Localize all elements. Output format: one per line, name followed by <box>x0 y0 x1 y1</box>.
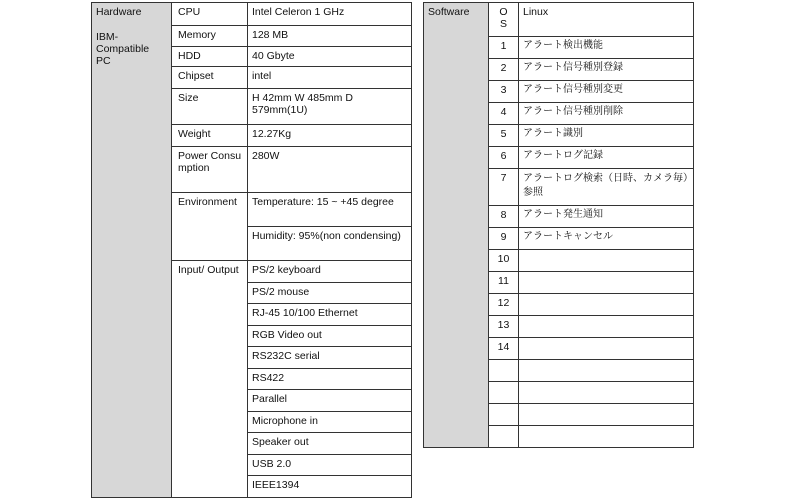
function-name: アラートログ検索（日時、カメラ毎）参照 <box>519 169 694 206</box>
power-value: 280W <box>248 147 412 193</box>
function-name <box>519 426 694 448</box>
io-item: RS232C serial <box>248 347 412 369</box>
function-number <box>489 404 519 426</box>
io-item: PS/2 mouse <box>248 283 412 304</box>
memory-value: 128 MB <box>248 26 412 47</box>
function-name: アラート信号種別削除 <box>519 103 694 125</box>
hardware-spec-table <box>91 2 412 498</box>
io-item: Speaker out <box>248 433 412 455</box>
io-item: RGB Video out <box>248 326 412 347</box>
function-number: 10 <box>489 250 519 272</box>
function-number: 9 <box>489 228 519 250</box>
io-item: IEEE1394 <box>248 476 412 498</box>
device-label: IBM-Compatible PC <box>96 31 150 67</box>
function-number: 11 <box>489 272 519 294</box>
io-label: Input/ Output <box>172 261 248 498</box>
function-name <box>519 338 694 360</box>
function-number: 8 <box>489 206 519 228</box>
io-item: PS/2 keyboard <box>248 261 412 283</box>
function-name: アラート識別 <box>519 125 694 147</box>
io-item: RS422 <box>248 369 412 390</box>
function-number: 5 <box>489 125 519 147</box>
io-item: Parallel <box>248 390 412 412</box>
function-name: アラート検出機能 <box>519 37 694 59</box>
io-item: RJ-45 10/100 Ethernet <box>248 304 412 326</box>
hardware-label: Hardware <box>96 6 142 18</box>
function-name <box>519 250 694 272</box>
function-number: 12 <box>489 294 519 316</box>
function-name <box>519 272 694 294</box>
cpu-value: Intel Celeron 1 GHz <box>248 3 412 26</box>
function-name <box>519 404 694 426</box>
cpu-label: CPU <box>172 3 248 26</box>
function-name: アラート信号種別変更 <box>519 81 694 103</box>
function-number <box>489 360 519 382</box>
function-name <box>519 316 694 338</box>
function-number: 4 <box>489 103 519 125</box>
function-number <box>489 426 519 448</box>
function-number: 1 <box>489 37 519 59</box>
io-item: Microphone in <box>248 412 412 433</box>
weight-label: Weight <box>172 125 248 147</box>
hardware-section-cell <box>92 3 172 498</box>
function-number: 7 <box>489 169 519 206</box>
chipset-label: Chipset <box>172 67 248 89</box>
function-number: 6 <box>489 147 519 169</box>
environment-label: Environment <box>172 193 248 261</box>
memory-label: Memory <box>172 26 248 47</box>
function-name: アラート信号種別登録 <box>519 59 694 81</box>
hdd-label: HDD <box>172 47 248 67</box>
function-name <box>519 360 694 382</box>
function-number: 2 <box>489 59 519 81</box>
function-name <box>519 294 694 316</box>
size-value: H 42mm W 485mm D 579mm(1U) <box>248 89 412 125</box>
software-section-cell <box>424 3 489 448</box>
chipset-value: intel <box>248 67 412 89</box>
function-number <box>489 382 519 404</box>
software-spec-table <box>423 2 694 448</box>
weight-value: 12.27Kg <box>248 125 412 147</box>
os-value: Linux <box>519 3 694 37</box>
function-name <box>519 382 694 404</box>
function-name: アラート発生通知 <box>519 206 694 228</box>
function-name: アラートログ記録 <box>519 147 694 169</box>
os-label: OS <box>489 3 519 37</box>
function-number: 14 <box>489 338 519 360</box>
software-label: Software <box>428 6 470 18</box>
humidity-value: Humidity: 95%(non condensing) <box>248 227 412 261</box>
io-item: USB 2.0 <box>248 455 412 476</box>
size-label: Size <box>172 89 248 125</box>
function-name: アラートキャンセル <box>519 228 694 250</box>
power-label: Power Consumption <box>172 147 248 193</box>
hdd-value: 40 Gbyte <box>248 47 412 67</box>
function-number: 13 <box>489 316 519 338</box>
temperature-value: Temperature: 15 ~ +45 degree <box>248 193 412 227</box>
function-number: 3 <box>489 81 519 103</box>
